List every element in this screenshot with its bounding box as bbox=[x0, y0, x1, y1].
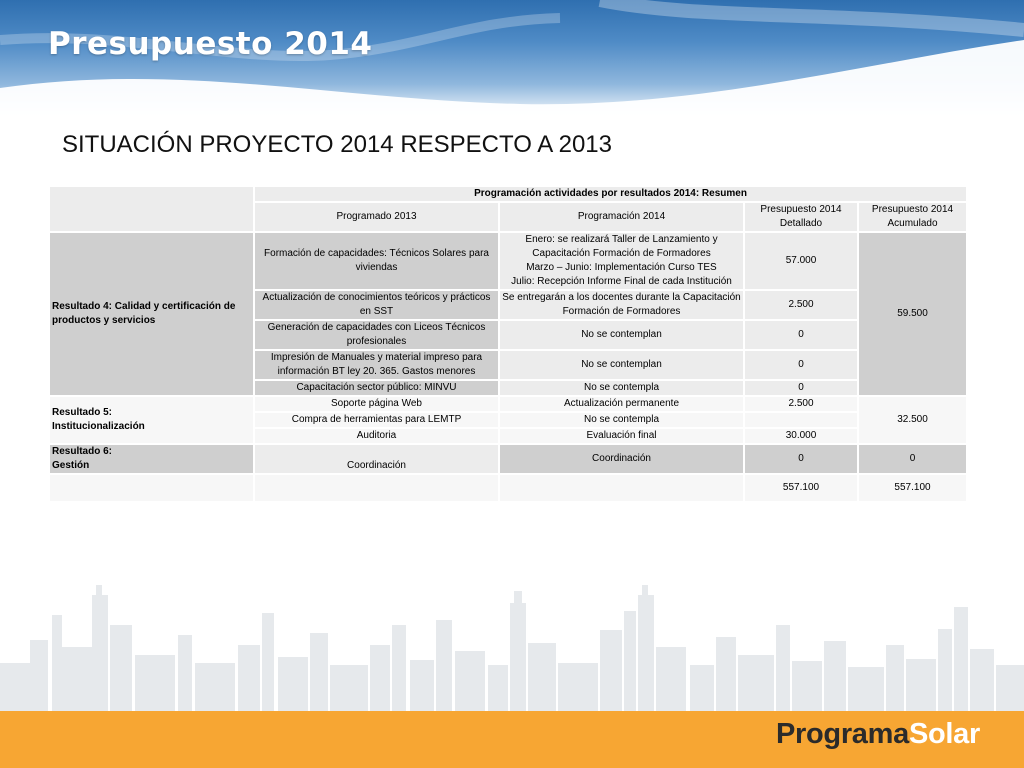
resultado-4-label: Resultado 4: Calidad y certificación de productos y servicios bbox=[49, 232, 254, 396]
cell-programado: Capacitación sector público: MINVU bbox=[254, 380, 499, 396]
cell-detallado bbox=[744, 412, 858, 428]
totals-empty-cell bbox=[49, 474, 254, 502]
cell-programado: Actualización de conocimientos teóricos y prácticos en SST bbox=[254, 290, 499, 320]
cell-programado: Formación de capacidades: Técnicos Solares para viviendas bbox=[254, 232, 499, 290]
brand-logo-text bbox=[776, 718, 980, 751]
table-row bbox=[49, 232, 967, 290]
total-acumulado: 557.100 bbox=[858, 474, 967, 502]
col-header-detallado-line1: Presupuesto 2014 bbox=[760, 204, 842, 215]
slide-title: Presupuesto 2014 bbox=[48, 26, 373, 62]
brand-logo-part2: Solar bbox=[908, 718, 980, 750]
resultado-6-acumulado: 0 bbox=[858, 444, 967, 474]
cell-detallado: 2.500 bbox=[744, 290, 858, 320]
resultado-5-label-line2: Institucionalización bbox=[52, 421, 145, 432]
col-header-programacion: Programación 2014 bbox=[499, 202, 744, 232]
cell-programacion-line: Julio: Recepción Informe Final de cada Institución bbox=[511, 276, 732, 287]
col-header-acumulado-line2: Acumulado bbox=[887, 218, 938, 229]
totals-empty-cell bbox=[499, 474, 744, 502]
resultado-6-label bbox=[49, 444, 254, 474]
cell-detallado: 30.000 bbox=[744, 428, 858, 444]
col-header-acumulado-line1: Presupuesto 2014 bbox=[871, 204, 954, 215]
cell-programado: Auditoria bbox=[254, 428, 499, 444]
city-skyline-illustration bbox=[0, 585, 1024, 713]
cell-programacion: No se contemplan bbox=[499, 350, 744, 380]
resultado-5-label-line1: Resultado 5: bbox=[52, 407, 113, 418]
cell-programacion: Actualización permanente bbox=[499, 396, 744, 412]
cell-programacion-line: Marzo – Junio: Implementación Curso TES bbox=[526, 262, 717, 273]
brand-logo-part1: Programa bbox=[775, 718, 909, 750]
col-header-detallado-line2: Detallado bbox=[779, 218, 823, 229]
cell-programado: Soporte página Web bbox=[254, 396, 499, 412]
col-header-detallado bbox=[744, 202, 858, 232]
cell-programado: Coordinación bbox=[254, 444, 499, 474]
slide-subtitle: SITUACIÓN PROYECTO 2014 RESPECTO A 2013 bbox=[62, 131, 612, 158]
cell-programacion: No se contemplan bbox=[499, 320, 744, 350]
table-header-row bbox=[49, 186, 967, 202]
header-corner-cell bbox=[49, 186, 254, 232]
cell-programacion: Coordinación bbox=[499, 444, 744, 474]
resultado-5-acumulado: 32.500 bbox=[858, 396, 967, 444]
cell-programacion bbox=[499, 232, 744, 290]
cell-programado: Compra de herramientas para LEMTP bbox=[254, 412, 499, 428]
cell-detallado: 0 bbox=[744, 380, 858, 396]
resultado-6-label-line2: Gestión bbox=[52, 460, 90, 471]
totals-row bbox=[49, 474, 967, 502]
resultado-5-label bbox=[49, 396, 254, 444]
cell-detallado: 0 bbox=[744, 320, 858, 350]
group-header-cell: Programación actividades por resultados 2014: Resumen bbox=[254, 186, 967, 202]
col-header-programado: Programado 2013 bbox=[254, 202, 499, 232]
col-header-acumulado bbox=[858, 202, 967, 232]
total-detallado: 557.100 bbox=[744, 474, 858, 502]
table-row bbox=[49, 396, 967, 412]
cell-programacion: Evaluación final bbox=[499, 428, 744, 444]
budget-summary-table bbox=[48, 185, 968, 503]
cell-programacion: No se contempla bbox=[499, 412, 744, 428]
cell-detallado: 0 bbox=[744, 444, 858, 474]
cell-detallado: 2.500 bbox=[744, 396, 858, 412]
cell-programado: Generación de capacidades con Liceos Técnicos profesionales bbox=[254, 320, 499, 350]
table-row bbox=[49, 444, 967, 474]
cell-programacion: Se entregarán a los docentes durante la Capacitación Formación de Formadores bbox=[499, 290, 744, 320]
cell-programado: Impresión de Manuales y material impreso para información BT ley 20. 365. Gastos menores bbox=[254, 350, 499, 380]
totals-empty-cell bbox=[254, 474, 499, 502]
footer-bar bbox=[0, 711, 1024, 768]
cell-programacion: No se contempla bbox=[499, 380, 744, 396]
cell-detallado: 0 bbox=[744, 350, 858, 380]
resultado-6-label-line1: Resultado 6: bbox=[52, 446, 113, 457]
cell-detallado: 57.000 bbox=[744, 232, 858, 290]
cell-programacion-line: Enero: se realizará Taller de Lanzamiento y Capacitación Formación de Formadores bbox=[525, 234, 718, 259]
resultado-4-acumulado: 59.500 bbox=[858, 232, 967, 396]
